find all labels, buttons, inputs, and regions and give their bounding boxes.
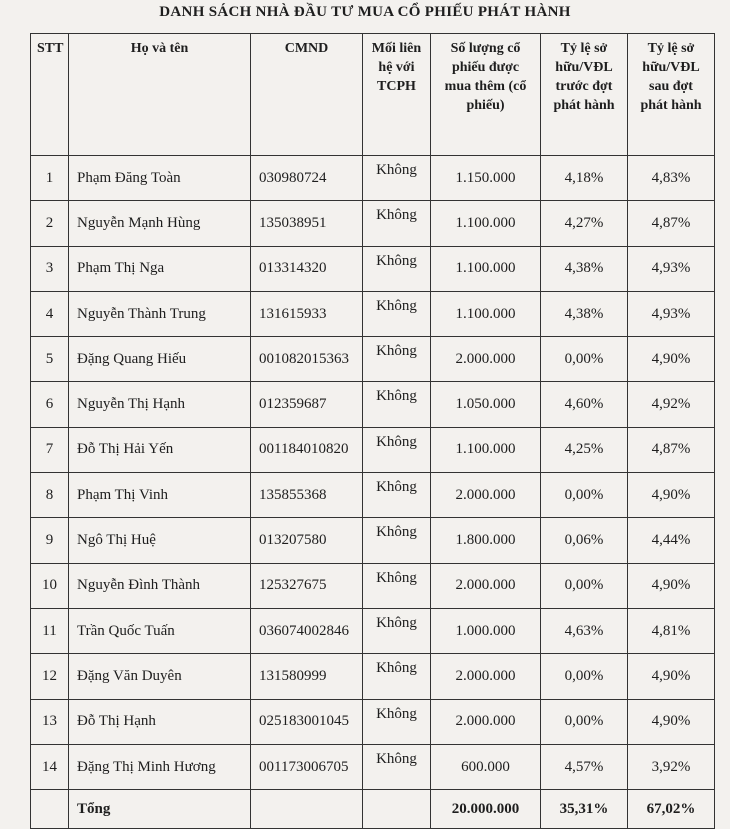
cell-relation: Không: [363, 518, 431, 563]
cell-relation: Không: [363, 201, 431, 246]
table-row: [31, 201, 715, 246]
cell-ratio-after: 4,87%: [628, 427, 715, 472]
cell-quantity: 1.150.000: [431, 156, 541, 201]
cell-name: Ngô Thị Huệ: [69, 518, 251, 563]
cell-stt: 1: [31, 156, 69, 201]
cell-ratio-before: 0,00%: [541, 337, 628, 382]
document-title: DANH SÁCH NHÀ ĐẦU TƯ MUA CỔ PHIẾU PHÁT HÀNH: [159, 4, 571, 20]
cell-ratio-before: 4,57%: [541, 744, 628, 789]
cell-ratio-before: 4,18%: [541, 156, 628, 201]
cell-quantity: 2.000.000: [431, 654, 541, 699]
cell-ratio-before: 4,60%: [541, 382, 628, 427]
cell-ratio-after: 3,92%: [628, 744, 715, 789]
table-row: [31, 156, 715, 201]
cell-ratio-after: 4,93%: [628, 246, 715, 291]
cell-ratio-after: 4,92%: [628, 382, 715, 427]
cell-cmnd: 030980724: [251, 156, 363, 201]
cell-ratio-after: 4,90%: [628, 654, 715, 699]
cell-name: Phạm Đăng Toàn: [69, 156, 251, 201]
cell-cmnd: 135038951: [251, 201, 363, 246]
cell-ratio-after: 4,83%: [628, 156, 715, 201]
table-row: [31, 473, 715, 518]
cell-stt: 7: [31, 427, 69, 472]
cell-stt: 3: [31, 246, 69, 291]
cell-stt: 14: [31, 744, 69, 789]
header-cmnd: CMND: [251, 34, 363, 156]
cell-stt: 8: [31, 473, 69, 518]
cell-ratio-before: 0,00%: [541, 654, 628, 699]
cell-cmnd: 131580999: [251, 654, 363, 699]
cell-ratio-before: 0,00%: [541, 473, 628, 518]
cell-stt: 2: [31, 201, 69, 246]
cell-name: Nguyễn Đình Thành: [69, 563, 251, 608]
cell-name: Nguyễn Mạnh Hùng: [69, 201, 251, 246]
header-row: [31, 34, 715, 156]
table-row: [31, 518, 715, 563]
cell-quantity: 2.000.000: [431, 473, 541, 518]
header-quantity: Số lượng cổ phiếu được mua thêm (cổ phiếu): [431, 34, 541, 156]
cell-cmnd: 125327675: [251, 563, 363, 608]
investor-table: [30, 33, 715, 829]
total-ratio-after: 67,02%: [628, 790, 715, 829]
cell-name: Phạm Thị Nga: [69, 246, 251, 291]
cell-quantity: 1.100.000: [431, 291, 541, 336]
cell-ratio-before: 4,63%: [541, 608, 628, 653]
cell-ratio-after: 4,93%: [628, 291, 715, 336]
header-ratio-after: Tỷ lệ sở hữu/VĐL sau đợt phát hành: [628, 34, 715, 156]
cell-ratio-before: 0,00%: [541, 563, 628, 608]
cell-relation: Không: [363, 156, 431, 201]
cell-relation: Không: [363, 427, 431, 472]
cell-cmnd: 013207580: [251, 518, 363, 563]
cell-name: Đặng Quang Hiếu: [69, 337, 251, 382]
cell-quantity: 2.000.000: [431, 699, 541, 744]
cell-relation: Không: [363, 291, 431, 336]
total-label: Tổng: [69, 790, 251, 829]
cell-ratio-after: 4,44%: [628, 518, 715, 563]
cell-ratio-before: 0,06%: [541, 518, 628, 563]
cell-cmnd: 131615933: [251, 291, 363, 336]
cell-cmnd: 135855368: [251, 473, 363, 518]
cell-ratio-after: 4,81%: [628, 608, 715, 653]
cell-cmnd: 013314320: [251, 246, 363, 291]
cell-cmnd: 001184010820: [251, 427, 363, 472]
cell-cmnd: 012359687: [251, 382, 363, 427]
cell-cmnd: 025183001045: [251, 699, 363, 744]
cell-ratio-before: 4,38%: [541, 291, 628, 336]
cell-stt: 10: [31, 563, 69, 608]
table-row: [31, 382, 715, 427]
cell-ratio-after: 4,90%: [628, 563, 715, 608]
cell-relation: Không: [363, 337, 431, 382]
table-row: [31, 608, 715, 653]
cell-quantity: 1.050.000: [431, 382, 541, 427]
cell-relation: Không: [363, 608, 431, 653]
cell-name: Phạm Thị Vinh: [69, 473, 251, 518]
cell-stt: 4: [31, 291, 69, 336]
header-name: Họ và tên: [69, 34, 251, 156]
cell-relation: Không: [363, 246, 431, 291]
cell-quantity: 1.000.000: [431, 608, 541, 653]
cell-name: Đặng Thị Minh Hương: [69, 744, 251, 789]
cell-relation: Không: [363, 473, 431, 518]
cell-ratio-after: 4,90%: [628, 473, 715, 518]
cell-cmnd: 001082015363: [251, 337, 363, 382]
cell-quantity: 2.000.000: [431, 563, 541, 608]
cell-name: Đỗ Thị Hải Yến: [69, 427, 251, 472]
cell-name: Nguyễn Thị Hạnh: [69, 382, 251, 427]
table-row: [31, 744, 715, 789]
table-row: [31, 246, 715, 291]
cell-stt: 12: [31, 654, 69, 699]
cell-stt: 6: [31, 382, 69, 427]
cell-relation: Không: [363, 654, 431, 699]
cell-relation: Không: [363, 744, 431, 789]
table-row: [31, 427, 715, 472]
cell-quantity: 1.100.000: [431, 246, 541, 291]
cell-stt: 9: [31, 518, 69, 563]
cell-name: Đỗ Thị Hạnh: [69, 699, 251, 744]
cell-quantity: 1.100.000: [431, 427, 541, 472]
cell-stt: 13: [31, 699, 69, 744]
table-row: [31, 337, 715, 382]
table-row: [31, 563, 715, 608]
cell-cmnd: 001173006705: [251, 744, 363, 789]
cell-name: Nguyễn Thành Trung: [69, 291, 251, 336]
cell-quantity: 600.000: [431, 744, 541, 789]
total-row: [31, 790, 715, 829]
cell-name: Đặng Văn Duyên: [69, 654, 251, 699]
cell-ratio-before: 0,00%: [541, 699, 628, 744]
cell-cmnd: 036074002846: [251, 608, 363, 653]
table-row: [31, 291, 715, 336]
cell-ratio-before: 4,38%: [541, 246, 628, 291]
cell-ratio-after: 4,87%: [628, 201, 715, 246]
cell-quantity: 1.100.000: [431, 201, 541, 246]
cell-relation: Không: [363, 563, 431, 608]
header-stt: STT: [31, 34, 69, 156]
total-quantity: 20.000.000: [431, 790, 541, 829]
table-row: [31, 699, 715, 744]
cell-ratio-before: 4,27%: [541, 201, 628, 246]
cell-name: Trần Quốc Tuấn: [69, 608, 251, 653]
total-relation: [363, 790, 431, 829]
cell-quantity: 1.800.000: [431, 518, 541, 563]
header-relation: Mối liên hệ với TCPH: [363, 34, 431, 156]
total-ratio-before: 35,31%: [541, 790, 628, 829]
cell-relation: Không: [363, 382, 431, 427]
cell-relation: Không: [363, 699, 431, 744]
cell-ratio-before: 4,25%: [541, 427, 628, 472]
cell-stt: 5: [31, 337, 69, 382]
cell-ratio-after: 4,90%: [628, 699, 715, 744]
total-stt: [31, 790, 69, 829]
cell-ratio-after: 4,90%: [628, 337, 715, 382]
cell-quantity: 2.000.000: [431, 337, 541, 382]
header-ratio-before: Tỷ lệ sở hữu/VĐL trước đợt phát hành: [541, 34, 628, 156]
total-cmnd: [251, 790, 363, 829]
cell-stt: 11: [31, 608, 69, 653]
table-row: [31, 654, 715, 699]
